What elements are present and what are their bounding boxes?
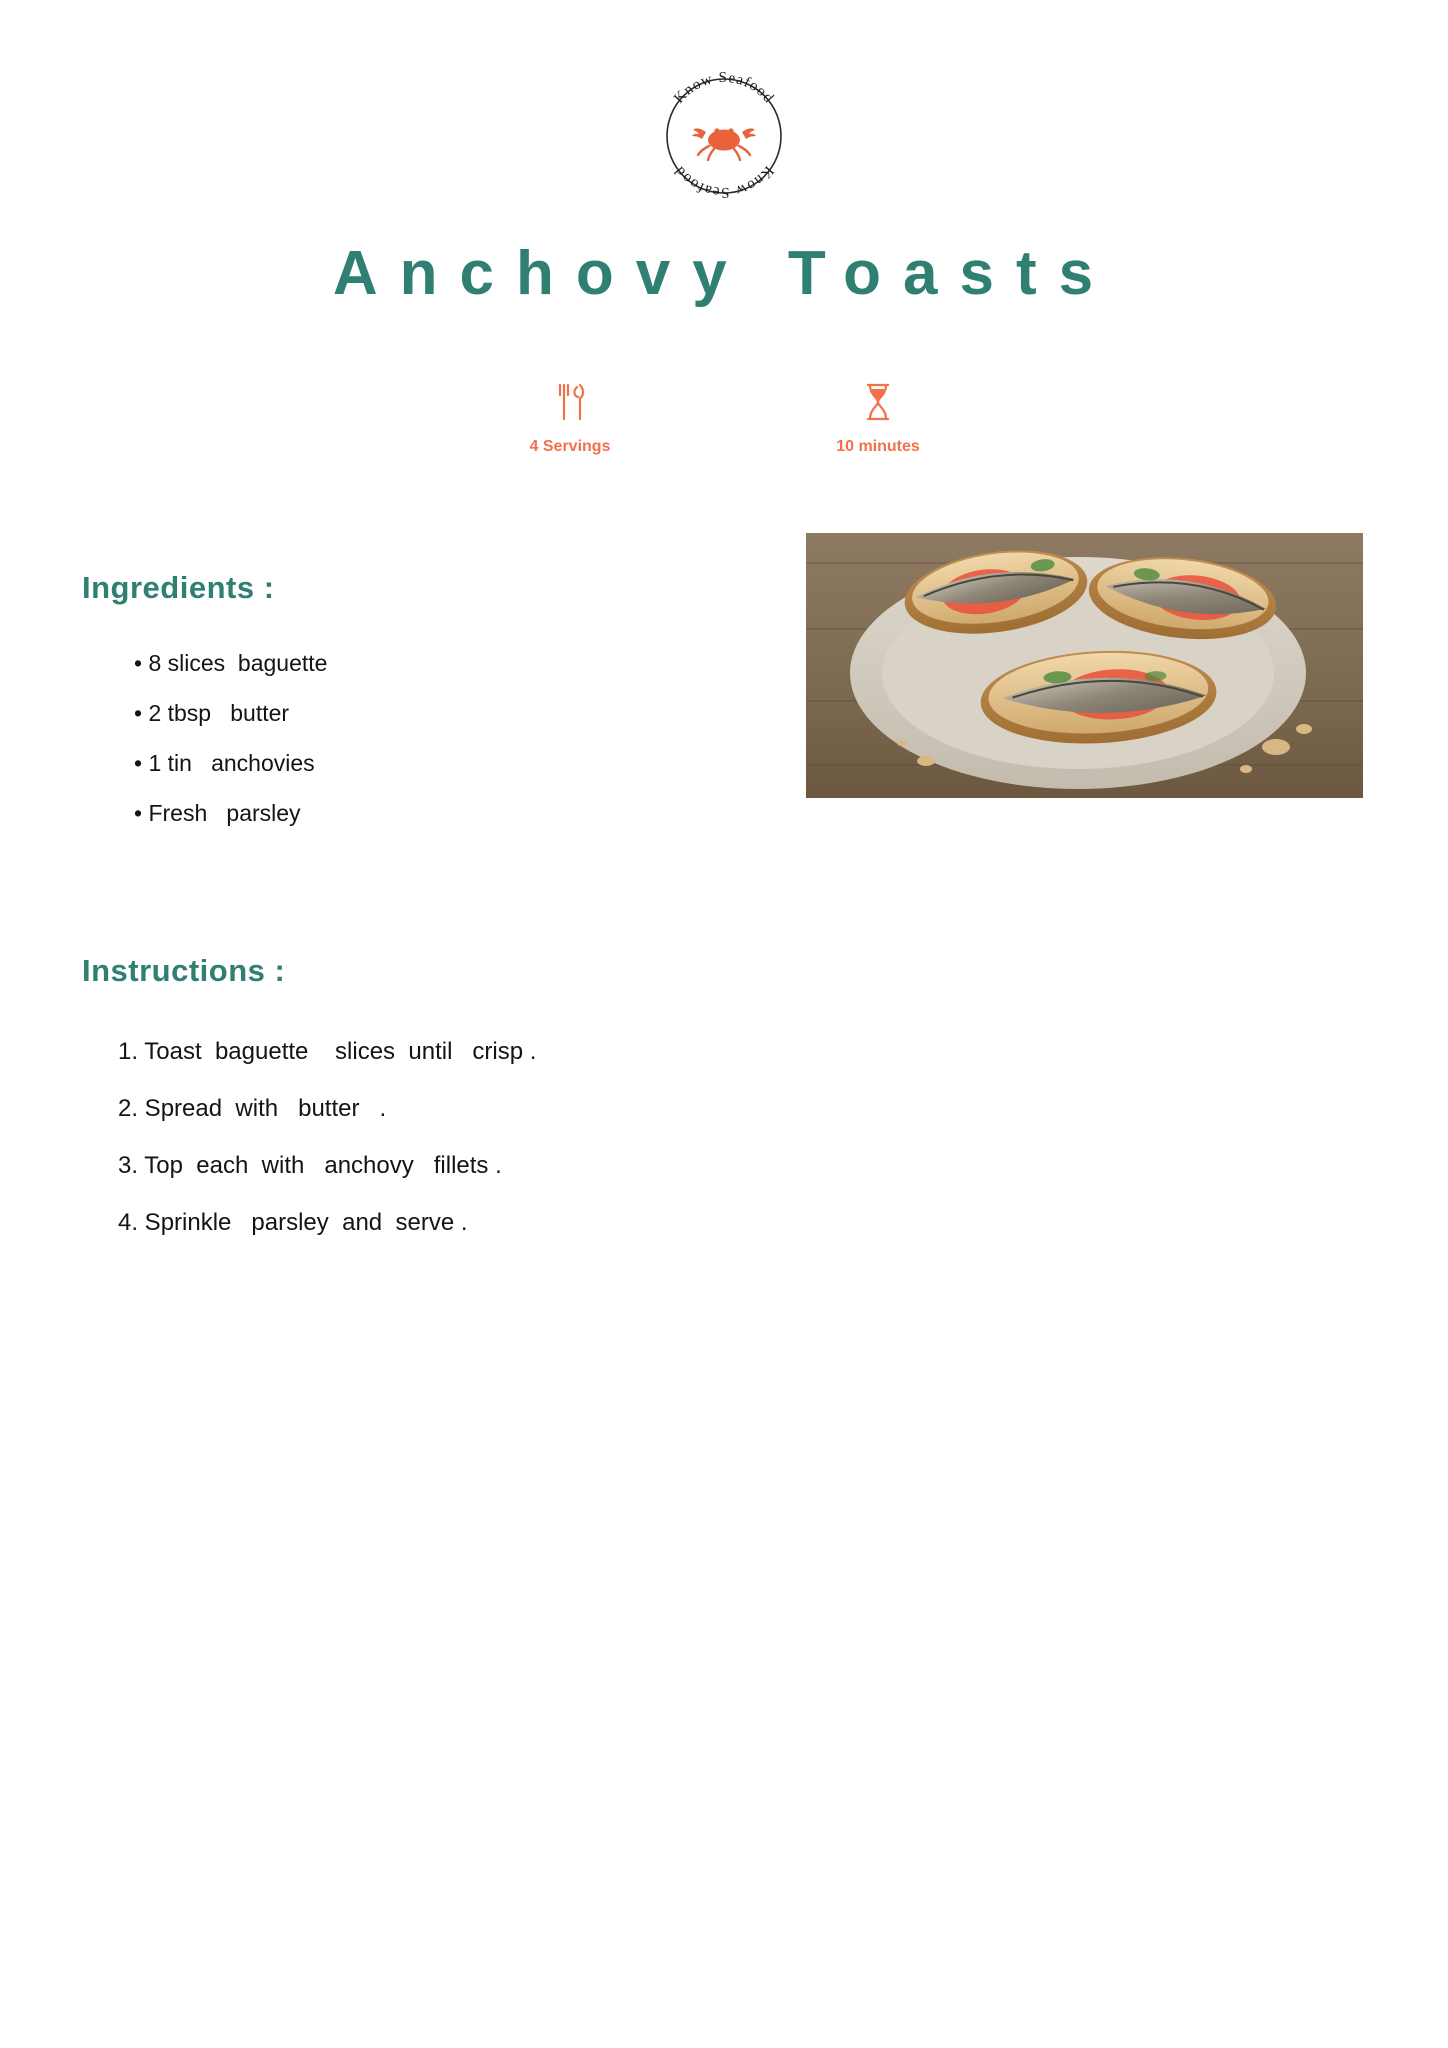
svg-text:Know Seafood: Know Seafood xyxy=(671,162,777,201)
photo-graphic xyxy=(806,533,1363,798)
anchovy-toasts-photo xyxy=(806,533,1363,798)
ingredients-heading: Ingredients : xyxy=(82,570,275,605)
meta-time xyxy=(788,378,968,456)
crab-icon xyxy=(692,128,756,160)
list-item: • 8 slices baguette xyxy=(134,650,328,676)
svg-text:Know Seafood: Know Seafood xyxy=(671,69,777,107)
list-item: • 2 tbsp butter xyxy=(134,700,290,726)
instructions-heading: Instructions : xyxy=(82,953,286,988)
meta-servings xyxy=(480,378,660,456)
list-item: • Fresh parsley xyxy=(134,800,301,826)
meta-time-label: 10 minutes xyxy=(836,438,920,455)
instructions-list xyxy=(118,1023,536,1251)
fork-spoon-icon xyxy=(480,378,660,426)
hourglass-icon xyxy=(788,378,968,426)
list-item: • 1 tin anchovies xyxy=(134,750,315,776)
recipe-meta xyxy=(0,378,1448,456)
list-item: 1. Toast baguette slices until crisp . xyxy=(118,1038,537,1065)
page-title: Anchovy Toasts xyxy=(332,239,1116,308)
meta-servings-label: 4 Servings xyxy=(529,438,611,455)
ingredients-list xyxy=(134,638,327,838)
list-item: 4. Sprinkle parsley and serve . xyxy=(118,1209,468,1236)
logo-graphic xyxy=(644,56,804,216)
logo-badge xyxy=(644,56,804,216)
list-item: 3. Top each with anchovy fillets . xyxy=(118,1152,502,1179)
brand-logo xyxy=(0,56,1448,216)
list-item: 2. Spread with butter . xyxy=(118,1095,387,1122)
